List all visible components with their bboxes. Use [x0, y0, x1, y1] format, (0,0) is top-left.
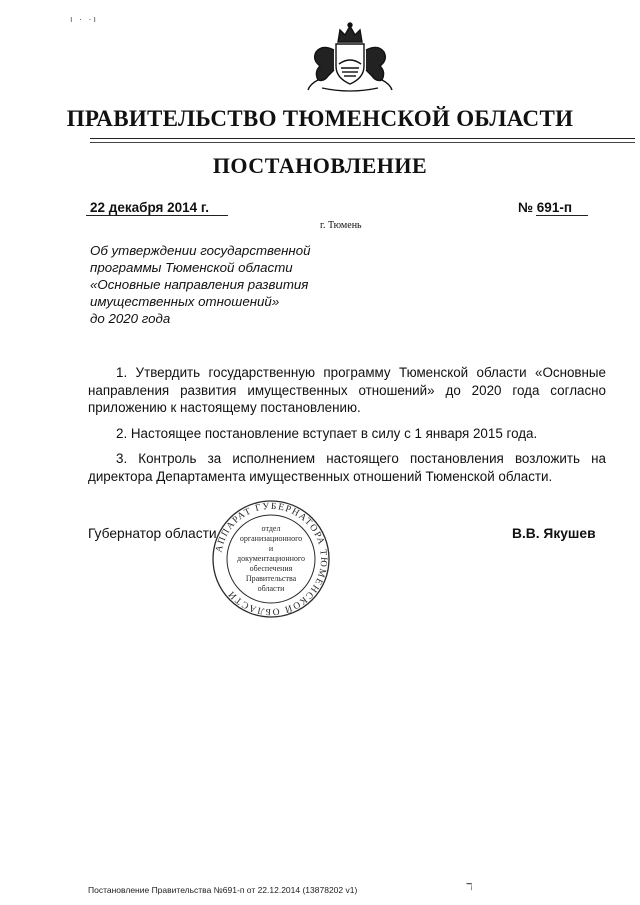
scan-marks: ı · ·ı: [70, 14, 98, 24]
stamp-line: области: [257, 584, 285, 593]
subject-line: Об утверждении государственной: [90, 243, 311, 258]
body-paragraph: 3. Контроль за исполнением настоящего постановления возложить на директора Департамента имущественных отношений Тюменской области.: [88, 451, 606, 484]
subject-line: «Основные направления развития: [90, 277, 309, 292]
government-title: ПРАВИТЕЛЬСТВО ТЮМЕНСКОЙ ОБЛАСТИ: [66, 106, 574, 131]
stamp-line: Правительства: [245, 574, 297, 583]
stamp-ring-text: АППАРАТ ГУБЕРНАТОРА ТЮМЕНСКОЙ ОБЛАСТИ: [214, 501, 329, 617]
number-underline: [536, 215, 588, 216]
stamp-line: документационного: [237, 554, 305, 563]
subject-line: программы Тюменской области: [90, 260, 293, 275]
footer-reference: Постановление Правительства №691-п от 22.12.2014 (13878202 v1): [88, 885, 358, 895]
document-number: № 691-п: [518, 200, 572, 215]
header-rule: [90, 138, 635, 139]
signature-label: Губернатор области: [88, 526, 217, 541]
stamp-line: и: [268, 544, 274, 553]
document-body: [88, 364, 606, 493]
stamp-line: организационного: [239, 534, 303, 543]
signature-name: В.В. Якушев: [512, 526, 596, 541]
body-paragraph: 1. Утвердить государственную программу Тюменской области «Основные направления развития имущественных отношений» до 2020 года согласно приложению к настоящему постановлению.: [88, 365, 606, 415]
coat-of-arms-icon: [300, 20, 400, 92]
subject-line: до 2020 года: [90, 311, 171, 326]
document-date: 22 декабря 2014 г.: [90, 200, 209, 215]
document-type: ПОСТАНОВЛЕНИЕ: [212, 153, 428, 178]
body-paragraph: 2. Настоящее постановление вступает в силу с 1 января 2015 года.: [116, 425, 538, 441]
date-underline: [86, 215, 228, 216]
stamp-line: обеспечения: [249, 564, 293, 573]
official-stamp: [210, 498, 332, 620]
subject-line: имущественных отношений»: [90, 294, 280, 309]
header-rule-thin: [90, 142, 635, 143]
footer-mark-icon: ℸ: [466, 882, 473, 893]
document-subject: [90, 242, 350, 327]
document-city: г. Тюмень: [320, 220, 362, 231]
stamp-line: отдел: [261, 524, 281, 533]
